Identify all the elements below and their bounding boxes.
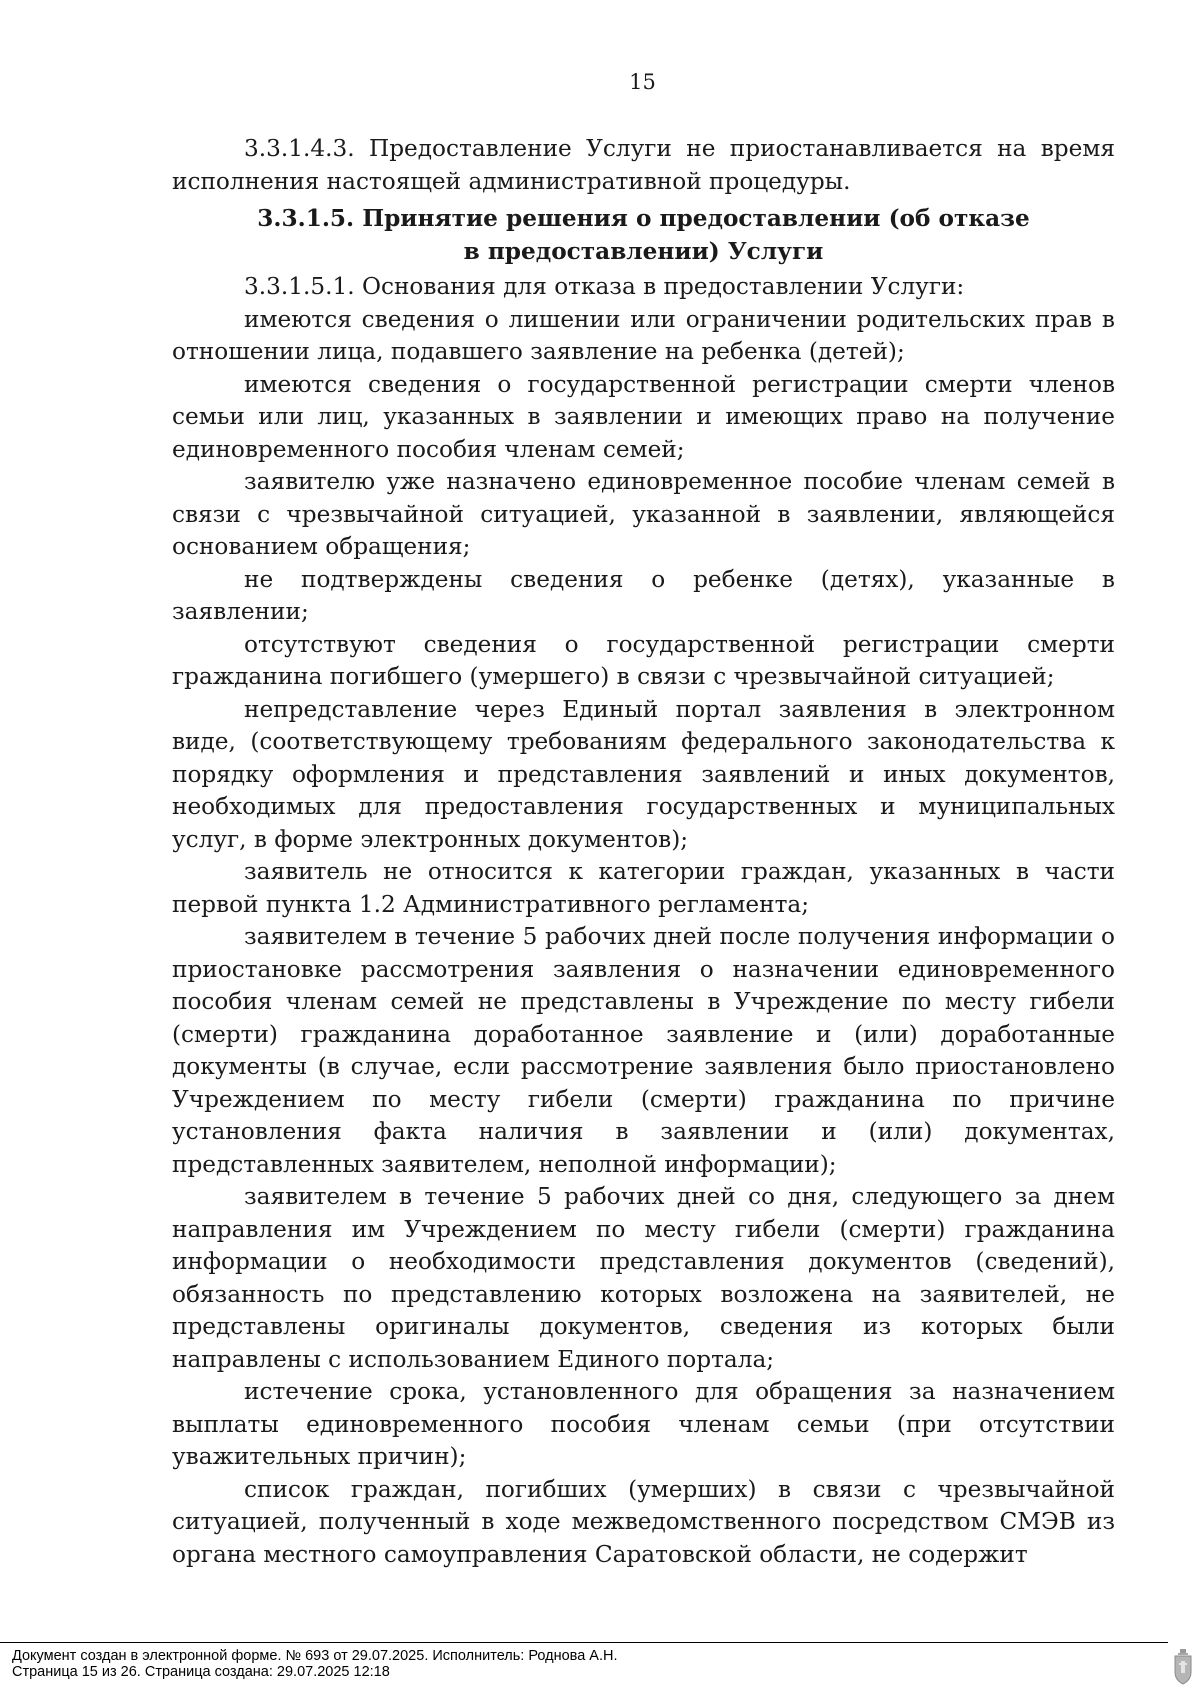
page-number: 15 bbox=[629, 70, 656, 94]
paragraph: имеются сведения о государственной регистрации смерти членов семьи или лиц, указанных в заявлении и имеющих право на получение единовременного пособия членам семей; bbox=[172, 370, 1115, 463]
paragraph: 3.3.1.5.1. Основания для отказа в предоставлении Услуги: bbox=[244, 273, 965, 300]
paragraph: заявителю уже назначено единовременное пособие членам семей в связи с чрезвычайной ситуацией, указанной в заявлении, являющейся основанием обращения; bbox=[172, 468, 1115, 560]
document-body bbox=[172, 133, 1115, 1571]
coat-of-arms-icon bbox=[1172, 1648, 1194, 1686]
footer-line-page-info: Страница 15 из 26. Страница создана: 29.07.2025 12:18 bbox=[12, 1664, 390, 1680]
paragraph: непредставление через Единый портал заявления в электронном виде, (соответствующему требованиям федерального законодательства к порядку оформления и представления заявлений и иных документов, необходимых для предоставления государственных и муниципальных услуг, в форме электронных документов); bbox=[172, 695, 1115, 853]
paragraph: отсутствуют сведения о государственной регистрации смерти гражданина погибшего (умершего) в связи с чрезвычайной ситуацией; bbox=[172, 630, 1115, 690]
paragraph: заявителем в течение 5 рабочих дней со дня, следующего за днем направления им Учреждением по месту гибели (смерти) гражданина информации о необходимости представления документов (сведений), обязанность по представлению которых возложена на заявителей, не представлены оригиналы документов, сведения из которых были направлены с использованием Единого портала; bbox=[172, 1183, 1115, 1373]
paragraph: заявителем в течение 5 рабочих дней после получения информации о приостановке рассмотрения заявления о назначении единовременного пособия членам семей не представлены в Учреждение по месту гибели (смерти) гражданина доработанное заявление и (или) доработанные документы (в случае, если рассмотрение заявления было приостановлено Учреждением по месту гибели (смерти) гражданина по причине установления факта наличия в заявлении и (или) документах, представленных заявителем, неполной информации); bbox=[172, 923, 1115, 1178]
paragraph: истечение срока, установленного для обращения за назначением выплаты единовременного пособия членам семьи (при отсутствии уважительных причин); bbox=[172, 1378, 1115, 1470]
paragraph: заявитель не относится к категории граждан, указанных в части первой пункта 1.2 Административного регламента; bbox=[172, 858, 1115, 918]
paragraph: список граждан, погибших (умерших) в связи с чрезвычайной ситуацией, полученный в ходе межведомственного посредством СМЭВ из органа местного самоуправления Саратовской области, не содержит bbox=[172, 1475, 1115, 1568]
footer-line-document-info: Документ создан в электронной форме. № 693 от 29.07.2025. Исполнитель: Роднова А.Н. bbox=[12, 1648, 618, 1664]
paragraph: не подтверждены сведения о ребенке (детях), указанные в заявлении; bbox=[172, 565, 1115, 625]
section-heading: 3.3.1.5. Принятие решения о предоставлении (об отказе в предоставлении) Услуги bbox=[257, 205, 1030, 265]
document-footer bbox=[12, 1648, 618, 1680]
paragraph: 3.3.1.4.3. Предоставление Услуги не приостанавливается на время исполнения настоящей административной процедуры. bbox=[172, 135, 1115, 195]
footer-divider bbox=[0, 1642, 1168, 1643]
paragraph: имеются сведения о лишении или ограничении родительских прав в отношении лица, подавшего заявление на ребенка (детей); bbox=[172, 305, 1115, 365]
